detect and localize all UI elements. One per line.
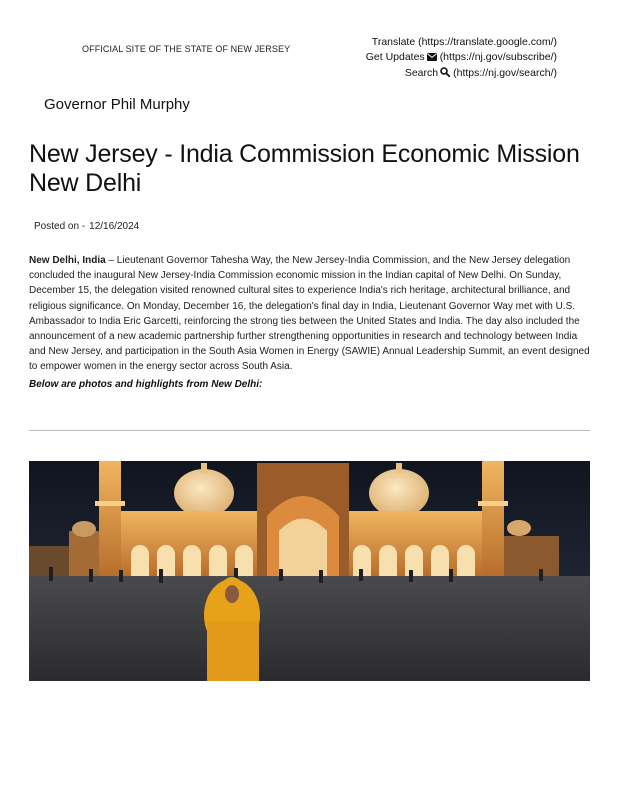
search-url: (https://nj.gov/search/) xyxy=(453,67,557,79)
official-site-label: OFFICIAL SITE OF THE STATE OF NEW JERSEY xyxy=(82,44,291,54)
search-label: Search xyxy=(404,67,439,79)
search-link[interactable] xyxy=(366,66,557,82)
person-figure xyxy=(204,577,260,681)
translate-link[interactable]: Translate (https://translate.google.com/) xyxy=(371,36,557,48)
divider xyxy=(29,430,590,431)
envelope-icon xyxy=(427,51,437,66)
article-body xyxy=(29,253,591,375)
governor-name[interactable]: Governor Phil Murphy xyxy=(44,96,190,113)
posted-label: Posted on - xyxy=(34,221,86,232)
jama-masjid-photo xyxy=(29,461,590,681)
utility-links xyxy=(366,35,557,82)
photos-intro: Below are photos and highlights from New Delhi: xyxy=(29,379,263,390)
get-updates-url: (https://nj.gov/subscribe/) xyxy=(439,51,557,63)
search-icon xyxy=(440,67,450,82)
plaza xyxy=(29,576,590,681)
posted-date xyxy=(34,221,139,232)
get-updates-label: Get Updates xyxy=(365,51,425,63)
article-body-text: – Lieutenant Governor Tahesha Way, the New Jersey-India Commission, and the New Jersey delegation concluded the inaugural New Jersey-India Commission economic mission in the Indian capital of New Delhi. On Sunday, December 15, the delegation visited renowned cultural sites to experience India's rich heritage, architectural brilliance, and religious significance. On Monday, December 16, the delegation's final day in India, Lieutenant Governor Way met with U.S. Ambassador to India Eric Garcetti, reinforcing the strong ties between the United States and India. The day also included the announcement of a new academic partnership further strengthening opportunities in research and technology between India and New Jersey, and participation in the South Asia Women in Energy (SAWIE) Annual Leadership Summit, an event designed to empower women in the energy sector across South Asia. xyxy=(29,255,590,373)
dateline: New Delhi, India xyxy=(29,255,106,266)
posted-date-value: 12/16/2024 xyxy=(89,221,140,232)
get-updates-link[interactable] xyxy=(366,50,557,66)
page-title: New Jersey - India Commission Economic Mission New Delhi xyxy=(29,140,580,197)
